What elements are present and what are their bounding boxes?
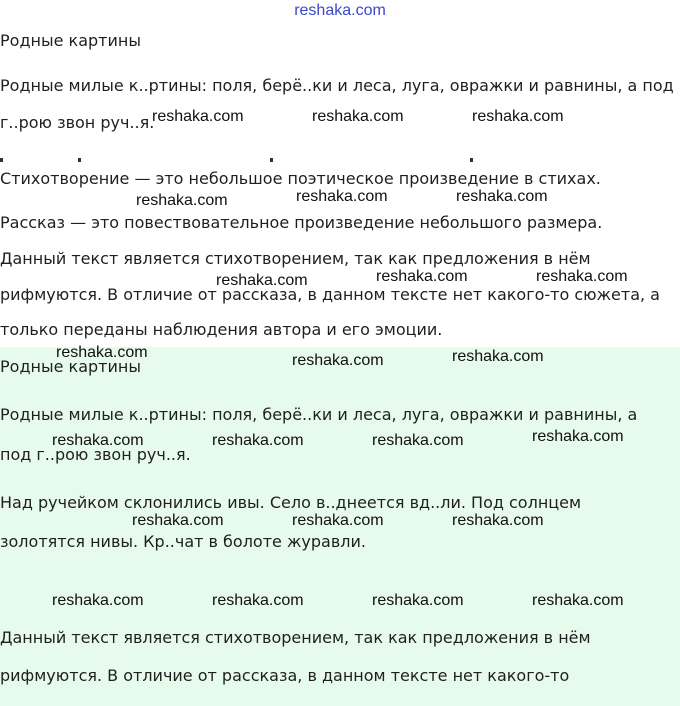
watermark: reshaka.com <box>136 192 228 209</box>
cut-off-text-line <box>0 158 680 162</box>
watermark: reshaka.com <box>536 268 628 285</box>
top-answer-line-2: рифмуются. В отличие от рассказа, в данном тексте нет какого-то сюжета, а <box>0 285 660 304</box>
watermark: reshaka.com <box>452 512 544 529</box>
watermark: reshaka.com <box>532 428 624 445</box>
bottom-poem-line-4: золотятся нивы. Кр..чат в болоте журавли. <box>0 532 366 551</box>
bottom-title: Родные картины <box>0 357 141 376</box>
watermark: reshaka.com <box>52 432 144 449</box>
top-title: Родные картины <box>0 31 141 50</box>
watermark: reshaka.com <box>292 352 384 369</box>
top-answer-line-3: только переданы наблюдения автора и его эмоции. <box>0 320 443 339</box>
site-header-link[interactable]: reshaka.com <box>294 2 386 19</box>
definition-story: Рассказ — это повествовательное произведение небольшого размера. <box>0 213 603 232</box>
bottom-poem-line-3: Над ручейком склонились ивы. Село в..днеется вд..ли. Под солнцем <box>0 493 582 512</box>
watermark: reshaka.com <box>376 268 468 285</box>
bottom-poem-line-2: под г..рою звон руч..я. <box>0 445 191 464</box>
bottom-poem-line-1: Родные милые к..ртины: поля, берё..ки и леса, луга, овражки и равнины, а <box>0 405 638 424</box>
bottom-answer-line-2: рифмуются. В отличие от рассказа, в данном тексте нет какого-то <box>0 666 570 685</box>
top-answer-line-1: Данный текст является стихотворением, так как предложения в нём <box>0 249 591 268</box>
watermark: reshaka.com <box>216 272 308 289</box>
watermark: reshaka.com <box>532 592 624 609</box>
watermark: reshaka.com <box>312 108 404 125</box>
watermark: reshaka.com <box>296 188 388 205</box>
watermark: reshaka.com <box>372 592 464 609</box>
top-poem-line-1: Родные милые к..ртины: поля, берё..ки и леса, луга, овражки и равнины, а под <box>0 76 674 95</box>
watermark: reshaka.com <box>452 348 544 365</box>
bottom-answer-line-1: Данный текст является стихотворением, так как предложения в нём <box>0 628 591 647</box>
definition-poem: Стихотворение — это небольшое поэтическое произведение в стихах. <box>0 169 601 188</box>
watermark: reshaka.com <box>152 108 244 125</box>
watermark: reshaka.com <box>212 592 304 609</box>
top-poem-line-2: г..рою звон руч..я. <box>0 113 155 132</box>
watermark: reshaka.com <box>132 512 224 529</box>
watermark: reshaka.com <box>52 592 144 609</box>
watermark: reshaka.com <box>456 188 548 205</box>
watermark: reshaka.com <box>372 432 464 449</box>
watermark: reshaka.com <box>56 344 148 361</box>
watermark: reshaka.com <box>292 512 384 529</box>
watermark: reshaka.com <box>472 108 564 125</box>
watermark: reshaka.com <box>212 432 304 449</box>
